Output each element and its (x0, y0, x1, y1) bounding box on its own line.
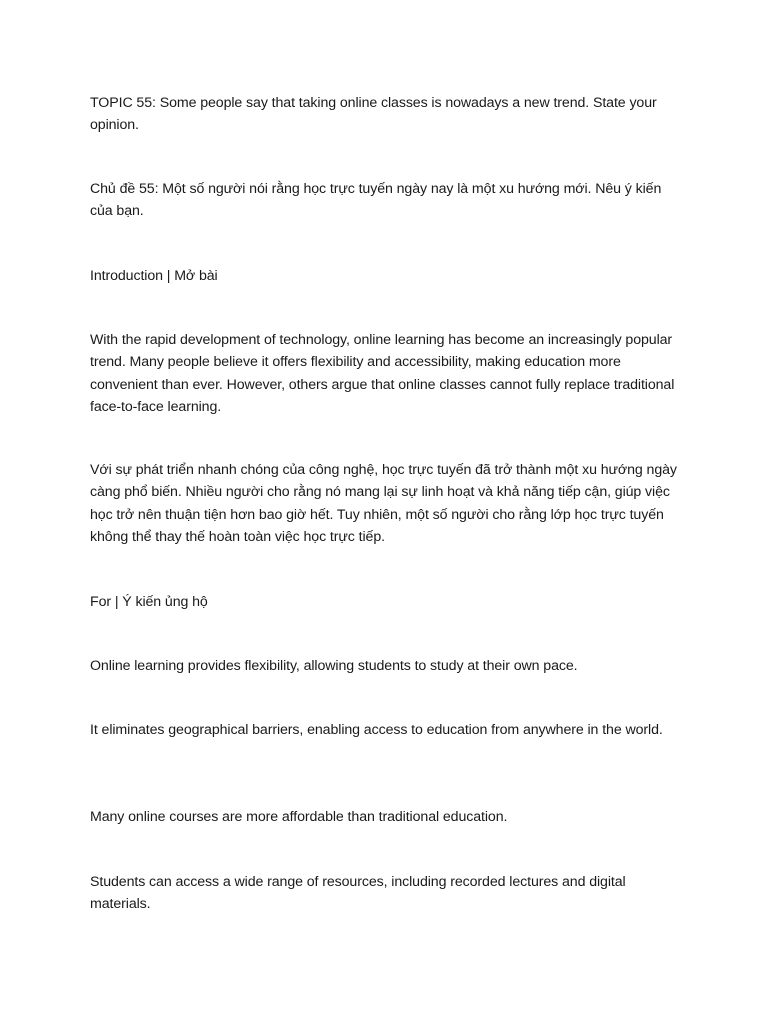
topic-title-vietnamese: Chủ đề 55: Một số người nói rằng học trực tuyến ngày nay là một xu hướng mới. Nêu ý kiến của bạn. (90, 181, 662, 220)
for-point-flexibility: Online learning provides flexibility, allowing students to study at their own pace. (90, 658, 578, 674)
introduction-vietnamese: Với sự phát triển nhanh chóng của công nghệ, học trực tuyến đã trở thành một xu hướng ngày càng phổ biến. Nhiều người cho rằng nó mang lại sự linh hoạt và khả năng tiếp cận, giúp việc học trở nên thuận tiện hơn bao giờ hết. Tuy nhiên, một số người cho rằng lớp học trực tuyến không thể thay thế hoàn toàn việc học trực tiếp. (90, 462, 677, 545)
for-point-resources: Students can access a wide range of resources, including recorded lectures and digital materials. (90, 874, 626, 913)
topic-title-english: TOPIC 55: Some people say that taking online classes is nowadays a new trend. State your opinion. (90, 95, 657, 134)
for-point-affordability: Many online courses are more affordable than traditional education. (90, 809, 508, 825)
introduction-english: With the rapid development of technology, online learning has become an increasingly popular trend. Many people believe it offers flexibility and accessibility, making education more convenient than ever. However, others argue that online classes cannot fully replace traditional face-to-face learning. (90, 332, 675, 415)
for-point-geography: It eliminates geographical barriers, enabling access to education from anywhere in the world. (90, 722, 663, 738)
for-heading: For | Ý kiến ủng hộ (90, 594, 208, 610)
introduction-heading: Introduction | Mở bài (90, 268, 218, 284)
